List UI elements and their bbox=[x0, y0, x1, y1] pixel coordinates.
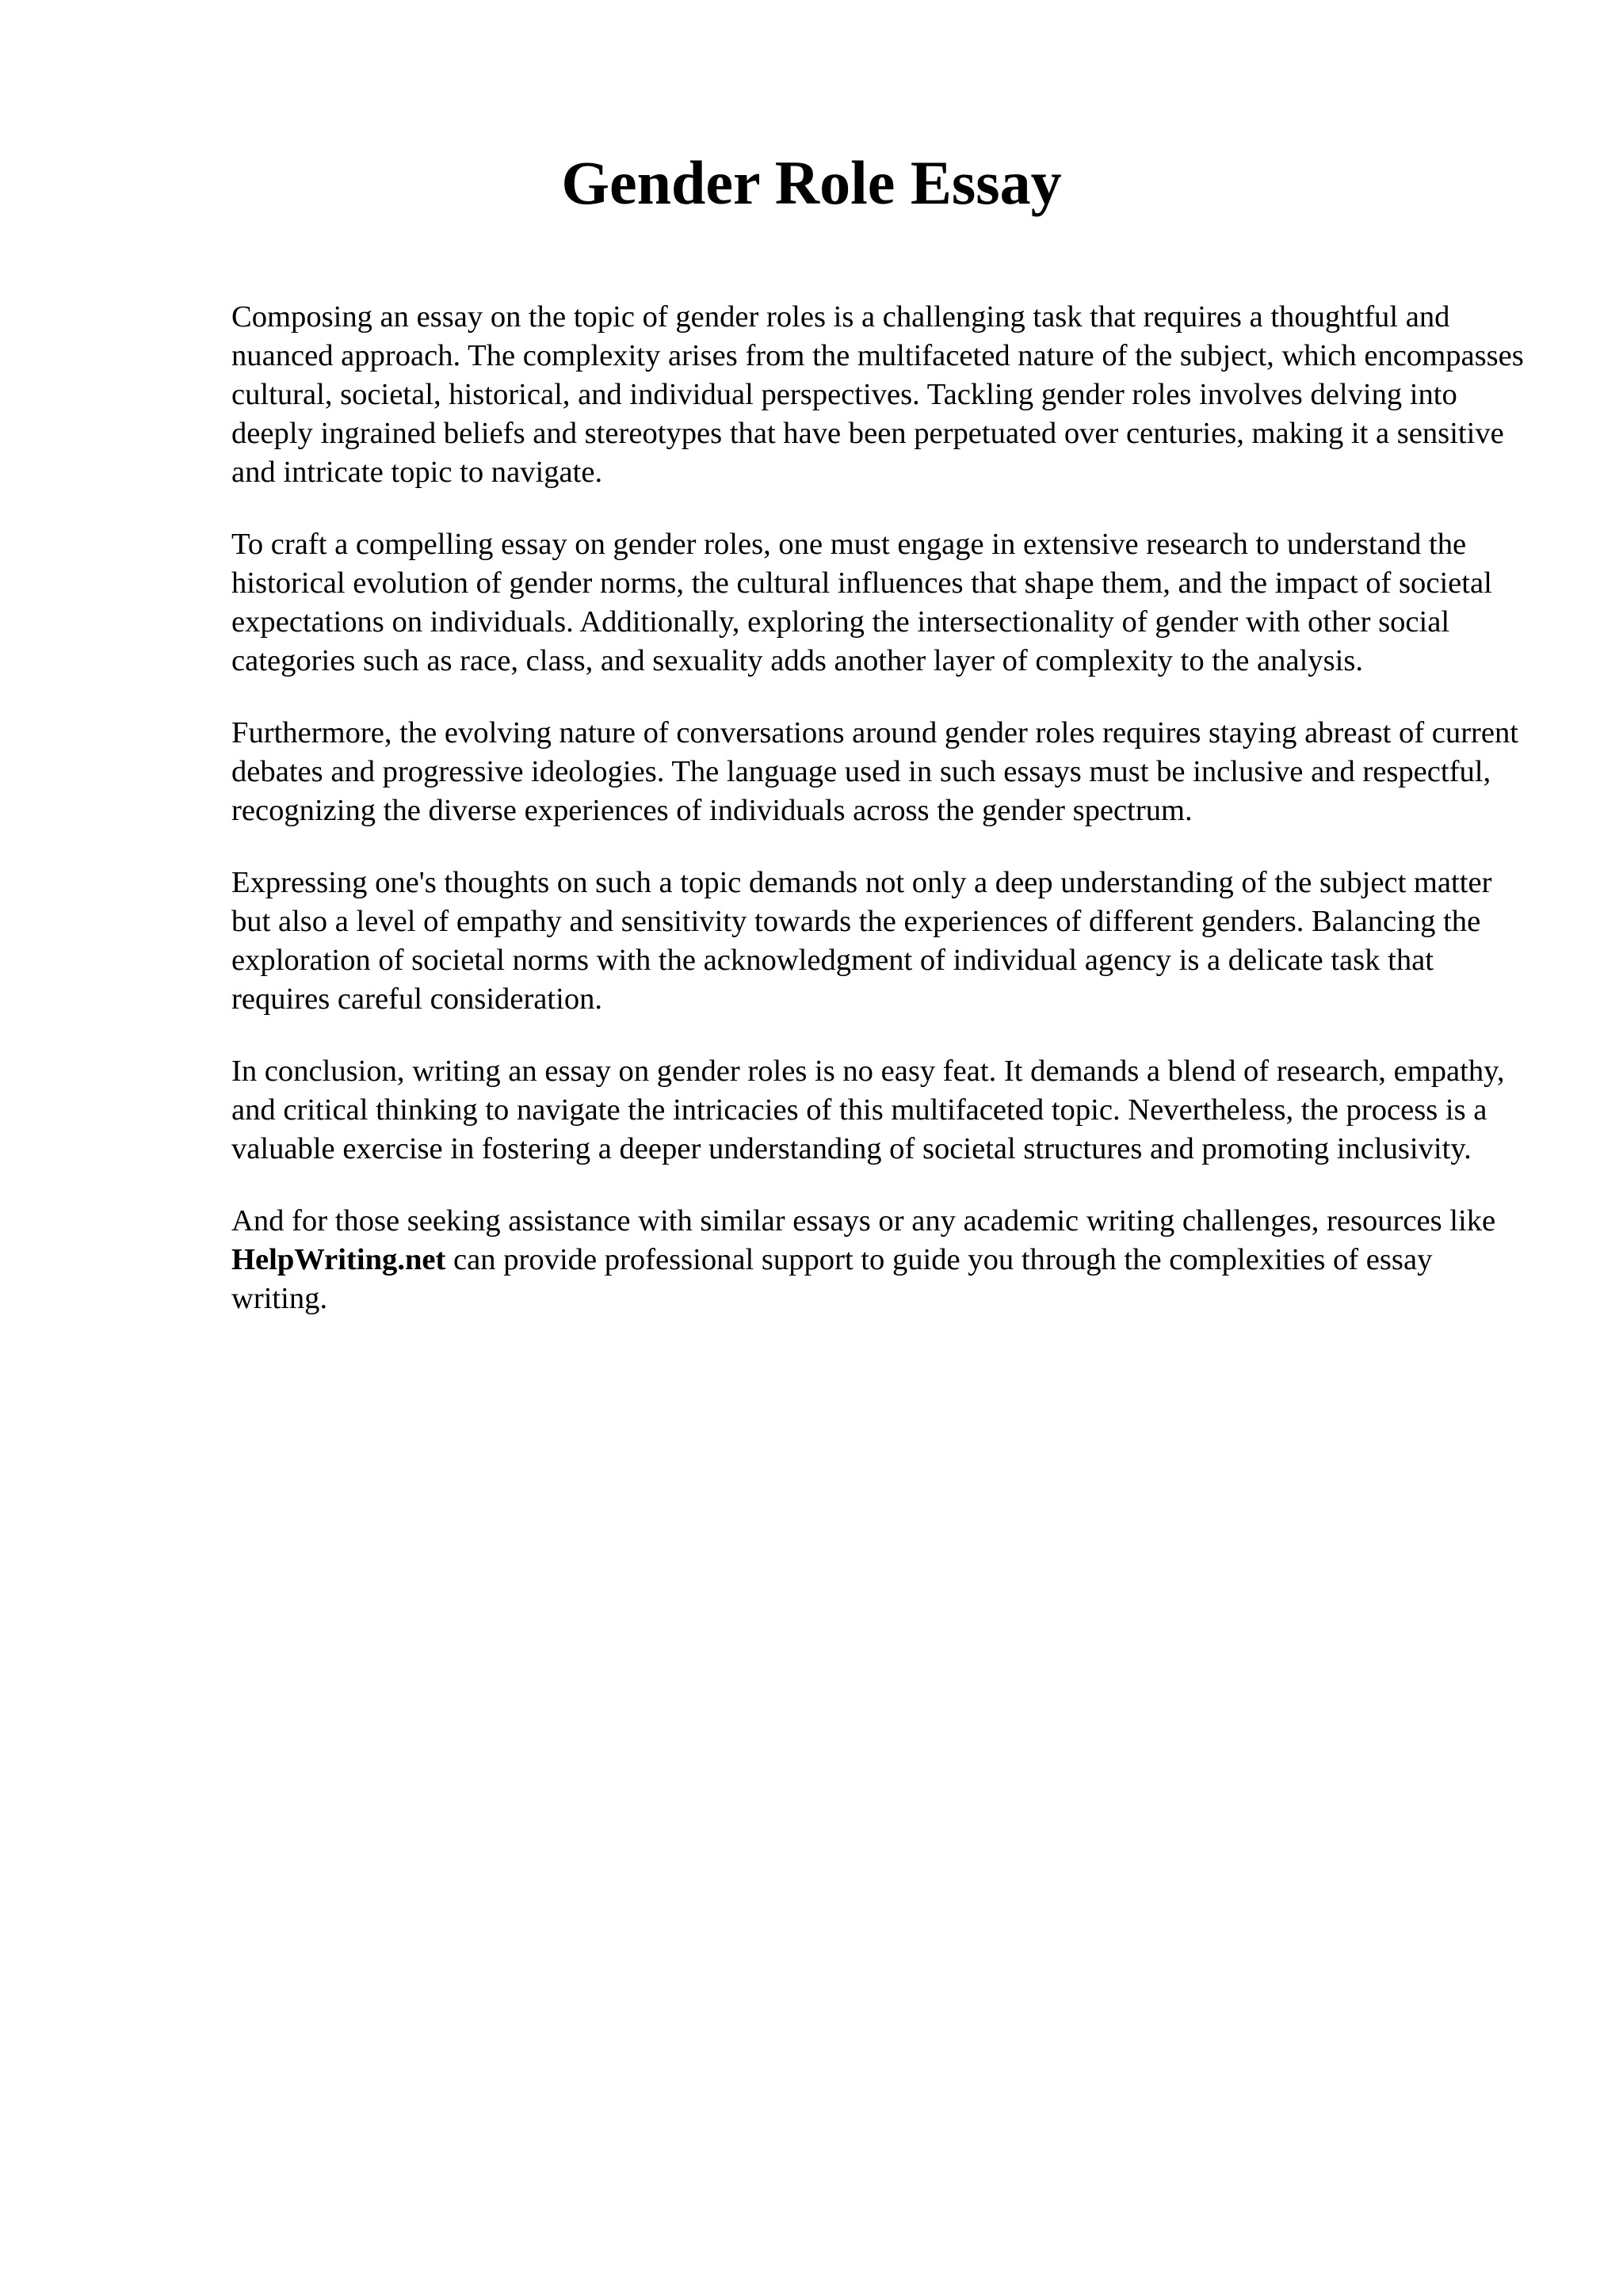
brand-name: HelpWriting.net bbox=[231, 1243, 446, 1276]
paragraph-language: Furthermore, the evolving nature of conversations around gender roles requires staying abreast of current debates and progressive ideologies. The language used in such essays must be inclusive and respectful, recognizing the diverse experiences of individuals across the gender spectrum. bbox=[231, 716, 1519, 827]
paragraph-conclusion: In conclusion, writing an essay on gender roles is no easy feat. It demands a blend of research, empathy, and critical thinking to navigate the intricacies of this multifaceted topic. Nevertheless, the process is a valuable exercise in fostering a deeper understanding of societal structures and promoting inclusivity. bbox=[231, 1055, 1505, 1165]
paragraph-closing bbox=[231, 1202, 1531, 1318]
page-title: Gender Role Essay bbox=[561, 148, 1062, 217]
essay-body bbox=[231, 298, 1531, 1352]
paragraph-research: To craft a compelling essay on gender roles, one must engage in extensive research to understand the historical evolution of gender norms, the cultural influences that shape them, and the impact of societal expectations on individuals. Additionally, exploring the intersectionality of gender with other social categories such as race, class, and sexuality adds another layer of complexity to the analysis. bbox=[231, 528, 1492, 677]
closing-text-before: And for those seeking assistance with similar essays or any academic writing challenges, resources like bbox=[231, 1204, 1496, 1238]
closing-text-after: can provide professional support to guide you through the complexities of essay writing. bbox=[231, 1243, 1433, 1315]
paragraph-empathy: Expressing one's thoughts on such a topic demands not only a deep understanding of the subject matter but also a level of empathy and sensitivity towards the experiences of different genders. Balancing the exploration of societal norms with the acknowledgment of individual agency is a delicate task that requires careful consideration. bbox=[231, 866, 1492, 1016]
paragraph-intro: Composing an essay on the topic of gender roles is a challenging task that requires a thoughtful and nuanced approach. The complexity arises from the multifaceted nature of the subject, which encompasses cultural, societal, historical, and individual perspectives. Tackling gender roles involves delving into deeply ingrained beliefs and stereotypes that have been perpetuated over centuries, making it a sensitive and intricate topic to navigate. bbox=[231, 300, 1524, 489]
